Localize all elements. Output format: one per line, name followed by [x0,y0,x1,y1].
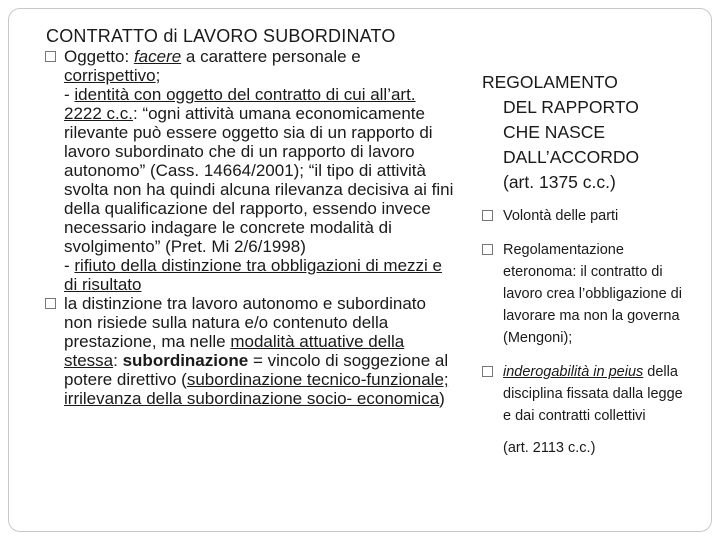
text-run: ; [155,66,161,85]
text-run: identità con oggetto del contratto di cui all’art. 2222 c.c. [64,85,416,123]
right-column [482,70,687,459]
text-run: a carattere personale e [181,47,361,66]
text-run: facere [133,47,182,66]
text-run: rifiuto della distinzione tra obbligazioni di mezzi e di risultato [64,256,442,294]
paragraph-identita [46,85,456,256]
left-column [46,25,456,408]
text-run: subordinazione [122,351,249,370]
title-line: CHE NASCE [503,122,606,142]
text-run: inderogabilità in peius [503,364,644,380]
text-run: la distinzione tra lavoro autonomo e subordinato non risiede sulla natura e/o contenuto della prestazione, ma nelle [64,294,426,351]
bullet-distinzione [46,294,456,408]
checkbox-bullet-icon [45,298,56,309]
text-run: : [113,351,123,370]
item-regolamentazione [482,239,687,349]
slide-title: CONTRATTO di LAVORO SUBORDINATO [46,26,396,46]
text-run: Oggetto: [64,47,134,66]
title-line: REGOLAMENTO [482,72,618,92]
checkbox-bullet-icon [45,51,56,62]
text-run: modalità attuative della stessa [64,332,405,370]
checkbox-bullet-icon [482,210,493,221]
checkbox-bullet-icon [482,244,493,255]
item-volonta [482,205,687,227]
text-run: subordinazione tecnico-funzionale; irrilevanza della subordinazione socio- economica [64,370,449,408]
text-run: Volontà delle parti [503,208,619,224]
title-line: (art. 1375 c.c.) [503,172,616,192]
text-run: corrispettivo [64,66,156,85]
title-line: DALL’ACCORDO [503,147,640,167]
item-inderogabilita [482,361,687,427]
text-run: ) [439,389,445,408]
text-run: = vincolo di soggezione al potere direttivo ( [64,351,449,389]
bullet-oggetto [46,47,456,85]
text-run: della disciplina fissata dalla legge e dai contratti collettivi [503,364,683,424]
text-run: - [64,256,75,275]
text-run: : “ogni attività umana economicamente rilevante può essere oggetto sia di un rapporto di lavoro subordinato che di un rapporto di lavoro autonomo” (Cass. 14664/2001); “il tipo di attività svolta non ha quindi alcuna rilevanza decisiva ai fini della qualificazione del rapporto, essendo invece necessario indagare le concrete modalità di svolgimento” (Pret. Mi 2/6/1998) [64,104,454,256]
text-run: - [64,85,75,104]
checkbox-bullet-icon [482,366,493,377]
reference-art-2113: (art. 2113 c.c.) [503,440,596,456]
title-line: DEL RAPPORTO [503,97,639,117]
paragraph-rifiuto [46,256,456,294]
right-title [482,70,687,195]
text-run: Regolamentazione eteronoma: il contratto di lavoro crea l’obbligazione di lavorare ma non la governa (Mengoni); [503,242,682,346]
